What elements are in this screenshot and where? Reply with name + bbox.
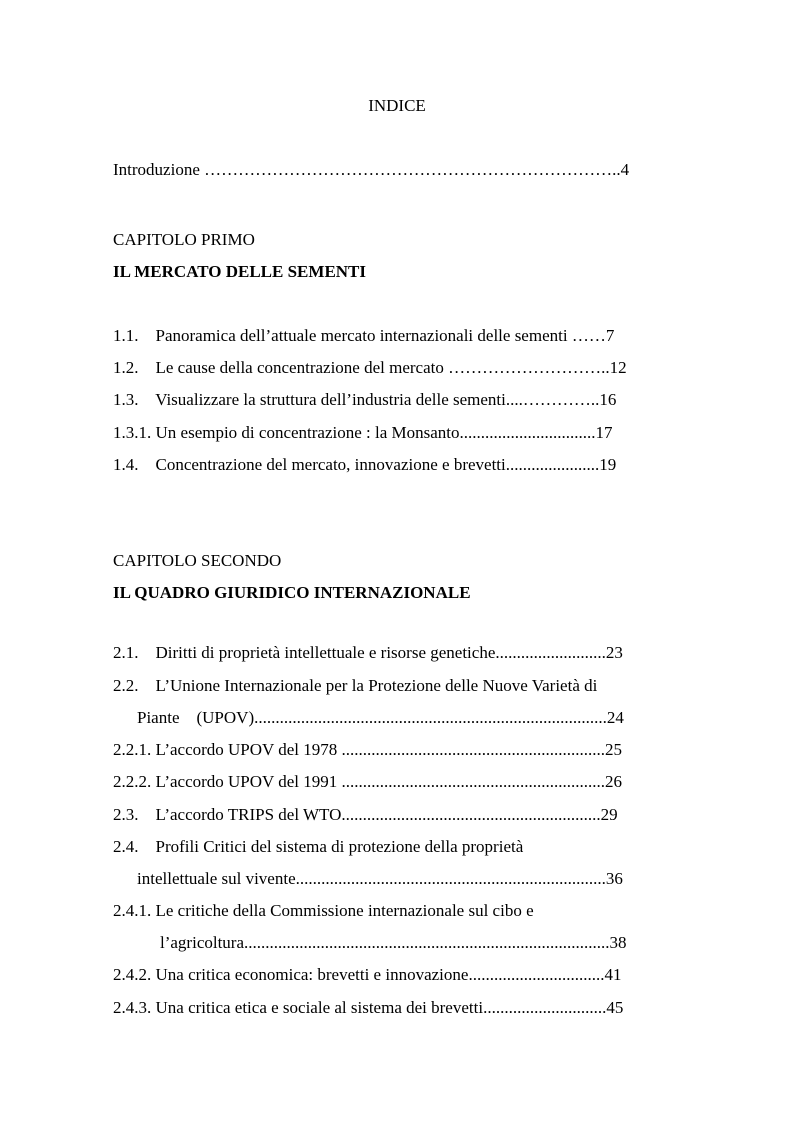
toc-entry-text: Un esempio di concentrazione : la Monsanto................................ <box>155 423 596 442</box>
toc-page-number: 19 <box>599 455 617 474</box>
chapter-label: CAPITOLO SECONDO <box>113 551 282 570</box>
toc-entry-number: 2.2.2. <box>113 772 152 791</box>
toc-entry-text: L’accordo UPOV del 1991 .............................................................. <box>155 772 606 791</box>
toc-entry <box>113 837 523 857</box>
toc-page-number: 12 <box>609 358 627 377</box>
toc-page-number: 23 <box>605 643 623 662</box>
toc-entry-number: 2.4. <box>113 837 139 856</box>
toc-entry-number: 2.4.1. <box>113 901 152 920</box>
toc-entry-number: 1.3. <box>113 390 139 409</box>
toc-entry <box>113 772 622 792</box>
toc-entry-text: Le cause della concentrazione del mercato ……………………….. <box>155 358 610 377</box>
toc-page-number: 4 <box>620 160 630 179</box>
toc-entry <box>113 358 627 378</box>
toc-page-number: 29 <box>600 805 618 824</box>
toc-entry-number: 1.2. <box>113 358 139 377</box>
toc-entry-continuation <box>137 869 623 889</box>
toc-entry-label: Introduzione <box>113 160 200 179</box>
toc-entry <box>113 805 618 825</box>
toc-entry-text: L’accordo TRIPS del WTO............................................................. <box>155 805 601 824</box>
toc-entry-number: 2.1. <box>113 643 139 662</box>
toc-entry <box>113 901 534 921</box>
toc-page-number: 16 <box>599 390 617 409</box>
toc-entry-continuation <box>160 933 627 953</box>
toc-entry-number: 2.2.1. <box>113 740 152 759</box>
toc-entry <box>113 455 616 475</box>
toc-entry-text: Profili Critici del sistema di protezione della proprietà <box>155 837 524 856</box>
toc-page-number: 36 <box>605 869 623 888</box>
toc-entry-continuation <box>137 708 624 728</box>
toc-page-number: 17 <box>595 423 613 442</box>
toc-entry-text: Una critica etica e sociale al sistema dei brevetti............................. <box>155 998 607 1017</box>
toc-entry <box>113 390 616 410</box>
toc-entry-text: L’accordo UPOV del 1978 .............................................................. <box>155 740 606 759</box>
toc-entry-text: Panoramica dell’attuale mercato internazionali delle sementi …… <box>155 326 606 345</box>
toc-entry-number: 2.4.2. <box>113 965 152 984</box>
toc-entry-number: 1.3.1. <box>113 423 152 442</box>
toc-entry <box>113 965 621 985</box>
toc-entry-text: l’agricoltura...................................................................................... <box>160 933 610 952</box>
toc-entry-text: Visualizzare la struttura dell’industria delle sementi....………….. <box>155 390 600 409</box>
toc-entry-text: Le critiche della Commissione internazionale sul cibo e <box>155 901 534 920</box>
toc-entry-number: 1.1. <box>113 326 139 345</box>
toc-entry-text: Concentrazione del mercato, innovazione e brevetti...................... <box>155 455 600 474</box>
toc-entry-introduzione <box>113 160 629 180</box>
toc-page-number: 25 <box>605 740 623 759</box>
toc-entry-text: Una critica economica: brevetti e innovazione................................ <box>155 965 605 984</box>
toc-page-number: 45 <box>606 998 624 1017</box>
toc-leader: ……………………………………………………………….. <box>204 160 621 179</box>
toc-entry-text: Piante (UPOV)................................................................................... <box>137 708 607 727</box>
toc-entry-number: 2.4.3. <box>113 998 152 1017</box>
toc-entry <box>113 676 597 696</box>
toc-page-number: 26 <box>605 772 623 791</box>
toc-entry-text: Diritti di proprietà intellettuale e risorse genetiche.......................... <box>155 643 606 662</box>
toc-entry-number: 2.2. <box>113 676 139 695</box>
toc-entry-number: 1.4. <box>113 455 139 474</box>
chapter-title: IL MERCATO DELLE SEMENTI <box>113 262 367 281</box>
toc-entry-number: 2.3. <box>113 805 139 824</box>
toc-entry <box>113 740 622 760</box>
page-title: INDICE <box>368 96 426 115</box>
toc-entry <box>113 998 623 1018</box>
toc-entry <box>113 326 614 346</box>
toc-entry <box>113 643 623 663</box>
toc-page-number: 41 <box>604 965 622 984</box>
toc-page-number: 38 <box>609 933 627 952</box>
toc-entry <box>113 423 613 443</box>
chapter-title: IL QUADRO GIURIDICO INTERNAZIONALE <box>113 583 471 602</box>
chapter-label: CAPITOLO PRIMO <box>113 230 255 249</box>
toc-page-number: 7 <box>605 326 615 345</box>
toc-entry-text: L’Unione Internazionale per la Protezione delle Nuove Varietà di <box>155 676 598 695</box>
toc-entry-text: intellettuale sul vivente......................................................................... <box>137 869 606 888</box>
toc-page-number: 24 <box>606 708 624 727</box>
